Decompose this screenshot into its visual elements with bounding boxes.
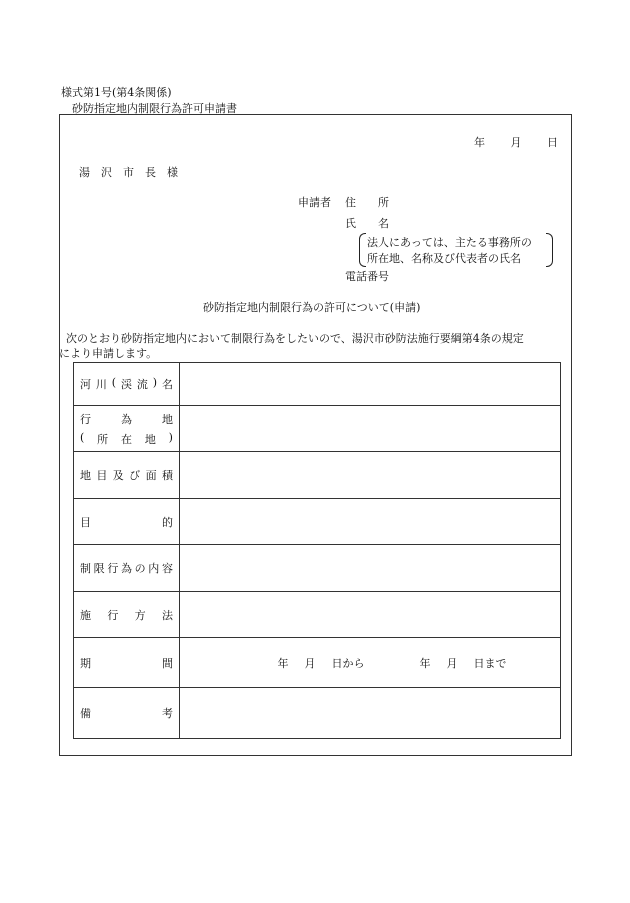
form-title: 砂防指定地内制限行為許可申請書 [72, 102, 237, 115]
label-char: 考 [162, 707, 173, 720]
label-char: 渓 [120, 378, 132, 391]
label-char: 法 [161, 608, 173, 622]
items-table [73, 362, 561, 739]
date-day: 日 [547, 136, 558, 149]
row-period [74, 638, 561, 688]
label-char: 所 [97, 432, 109, 446]
content-value[interactable] [180, 545, 561, 592]
note-bracket-left [359, 233, 366, 267]
body-text-line2: により申請します。 [59, 347, 158, 360]
label-char: 為 [121, 412, 132, 426]
label-char: 期 [80, 656, 91, 670]
parcel-label [74, 452, 180, 499]
purpose-value[interactable] [180, 499, 561, 545]
form-number: 様式第1号(第4条関係) [61, 86, 172, 99]
remarks-value[interactable] [180, 688, 561, 739]
subject-line: 砂防指定地内制限行為の許可について(申請) [203, 301, 421, 314]
date-month: 月 [510, 136, 522, 149]
corporate-note-line1: 法人にあっては、主たる事務所の [367, 236, 532, 249]
parcel-value[interactable] [180, 452, 561, 499]
period-label [74, 638, 180, 688]
label-char: の [134, 562, 146, 575]
label-char: 方 [134, 608, 146, 622]
label-char: 制 [80, 562, 91, 575]
label-char: 月 [446, 656, 458, 670]
label-char: 行 [107, 608, 119, 622]
label-char: 内 [148, 562, 160, 575]
label-char: 地 [144, 432, 156, 446]
label-char: 面 [145, 469, 157, 482]
note-bracket-right [546, 233, 553, 267]
label-char: ) [168, 430, 173, 444]
label-char: 的 [162, 515, 173, 529]
name-label: 氏 名 [345, 217, 389, 230]
label-char: 河 [80, 378, 91, 391]
content-label [74, 545, 180, 592]
site-label [74, 406, 180, 452]
row-purpose [74, 499, 561, 545]
row-method [74, 592, 561, 638]
applicant-label: 申請者 [298, 196, 331, 209]
row-remarks [74, 688, 561, 739]
label-char: 流 [136, 378, 148, 391]
label-char: 限 [93, 562, 105, 575]
label-char: 行 [107, 562, 119, 575]
label-char: び [129, 469, 141, 482]
method-label [74, 592, 180, 638]
row-river [74, 363, 561, 406]
label-char: ( [111, 376, 117, 389]
period-from [278, 655, 365, 671]
date-line [474, 134, 558, 150]
label-char: 施 [80, 608, 91, 622]
label-char: 日まで [473, 656, 507, 670]
label-char: 間 [162, 656, 173, 670]
purpose-label [74, 499, 180, 545]
remarks-label [74, 688, 180, 739]
body-text-line1: 次のとおり砂防指定地内において制限行為をしたいので、湯沢市砂防法施行要綱第4条の規定 [66, 332, 524, 345]
label-char: 地 [80, 469, 91, 482]
label-char: 地 [162, 412, 173, 426]
label-char: 年 [419, 656, 431, 670]
label-char: 川 [95, 378, 107, 391]
phone-label: 電話番号 [345, 270, 389, 283]
label-char: 月 [304, 656, 316, 670]
label-char: 容 [161, 562, 173, 575]
label-char: 目 [96, 469, 108, 482]
label-char: 為 [120, 562, 132, 575]
label-char: ( [80, 430, 85, 444]
period-to [420, 655, 507, 671]
label-char: 在 [120, 432, 132, 446]
label-char: 日から [331, 656, 365, 670]
label-char: 行 [80, 412, 91, 426]
label-char: 備 [80, 707, 91, 720]
row-site [74, 406, 561, 452]
label-char: 名 [161, 378, 173, 391]
river-label [74, 363, 180, 406]
row-content [74, 545, 561, 592]
label-char: 及 [112, 469, 124, 482]
label-char: ) [152, 376, 158, 389]
label-char: 目 [80, 515, 91, 529]
label-char: 積 [161, 469, 173, 482]
method-value[interactable] [180, 592, 561, 638]
period-value[interactable] [180, 638, 561, 688]
address-label: 住 所 [345, 196, 389, 209]
date-year: 年 [474, 136, 485, 149]
river-value[interactable] [180, 363, 561, 406]
site-value[interactable] [180, 406, 561, 452]
corporate-note-line2: 所在地、名称及び代表者の氏名 [367, 252, 521, 265]
addressee: 湯 沢 市 長 様 [79, 166, 178, 179]
label-char: 年 [277, 656, 289, 670]
row-parcel [74, 452, 561, 499]
